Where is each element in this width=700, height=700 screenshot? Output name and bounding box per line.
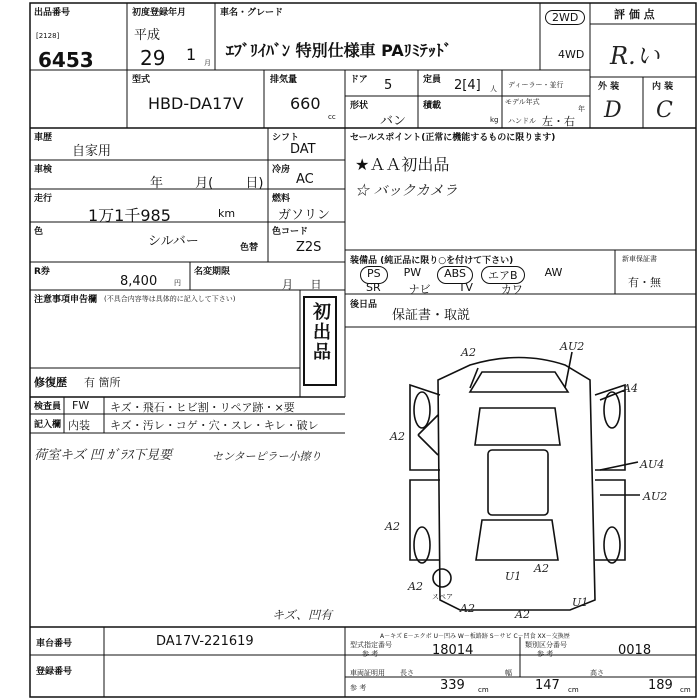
car-name: ｴﾌﾞﾘｲﾊﾞﾝ 特別仕様車 PAﾘﾐﾃｯﾄﾞ <box>226 41 452 60</box>
interior-grade: C <box>656 98 673 123</box>
notes-sub: (不具合内容等は具体的に記入して下さい) <box>104 295 236 303</box>
selling-point-2: ☆ バックカメラ <box>355 183 458 199</box>
fuel-label: 燃料 <box>272 194 291 204</box>
chassis-number: DA17V-221619 <box>156 634 254 649</box>
capacity: 2[4] <box>454 78 481 93</box>
shift: DAT <box>290 142 316 157</box>
hand-note-2: センターピラー小擦り <box>212 450 322 463</box>
damage-mark-5: AU2 <box>643 490 668 503</box>
selling-point-1: ★ＡＡ初出品 <box>355 155 450 174</box>
exterior-grade: D <box>604 98 622 123</box>
repair-label: 修復歴 <box>34 376 67 389</box>
damage-legend: A－キズ E－エクボ U－凹み W－板路跡 S－サビ C－凹食 XX－交換歴 <box>380 633 570 640</box>
ac-label: 冷房 <box>272 165 291 175</box>
equip-aw: AW <box>544 266 563 279</box>
handle-label: ハンドル <box>508 117 536 125</box>
drive-2wd: 2WD <box>545 10 585 25</box>
length: 339 <box>440 678 465 693</box>
damage-mark-8: A2 <box>385 520 400 533</box>
equip-airbag: エアB <box>481 266 525 284</box>
inspector-label-1: 検査員 <box>34 402 62 412</box>
mileage: 1万1千985 <box>88 206 171 225</box>
dealer-label: ディーラー・並行 <box>508 81 564 89</box>
repair: 有 箇所 <box>84 376 121 389</box>
diagram-note: キズ、凹有 <box>272 608 333 622</box>
load-label: 積載 <box>423 101 442 111</box>
interior-items: キズ・汚レ・コゲ・穴・スレ・キレ・破レ <box>110 419 319 432</box>
dims-label: 車両証明用 <box>350 669 385 677</box>
notes-label: 注意事項申告欄 <box>34 295 98 305</box>
equip-pw: PW <box>403 266 422 279</box>
damage-mark-13: A2 <box>534 562 549 575</box>
history-label: 車歴 <box>34 133 53 143</box>
lot-sub: [2128] <box>36 32 60 40</box>
displacement: 660 <box>290 94 321 113</box>
fuel: ガソリン <box>278 208 331 223</box>
type-cert-ref: 参 考 <box>362 650 379 658</box>
docs: 保証書・取説 <box>392 308 471 323</box>
class-ref: 参 考 <box>537 650 554 658</box>
color: シルバー <box>148 234 199 249</box>
title-expiry: 月 日 <box>282 278 322 291</box>
width: 147 <box>535 678 560 693</box>
class-number: 0018 <box>618 643 652 658</box>
docs-label: 後日品 <box>350 300 378 310</box>
drive-4wd: 4WD <box>558 48 585 61</box>
mileage-unit: km <box>218 207 236 220</box>
recycle-label: R券 <box>34 267 50 277</box>
equip-navi: ナビ <box>408 283 431 296</box>
class-label: 類別区分番号 <box>525 641 567 649</box>
disp-unit: cc <box>328 113 336 121</box>
model-year-label: モデル年式 <box>505 98 540 106</box>
damage-mark-12: U1 <box>572 596 589 609</box>
model-year-unit: 年 <box>578 105 585 113</box>
color-label: 色 <box>34 227 44 237</box>
equipment-label: 装備品 (純正品に限り○を付けて下さい) <box>350 256 514 266</box>
hand-note-1: 荷室キズ 凹 ｶﾞﾗｽ下見要 <box>34 448 173 463</box>
damage-mark-4: AU4 <box>640 458 665 471</box>
reg-year: 29 <box>140 46 166 70</box>
fw-items: キズ・飛石・ヒビ割・リペア跡・×要 <box>110 401 295 414</box>
door-label: ドア <box>350 75 368 85</box>
length-label: 長さ <box>400 669 414 677</box>
type-cert-number: 18014 <box>432 643 474 658</box>
capacity-label: 定員 <box>423 75 442 85</box>
spare-label: スペア <box>432 593 453 601</box>
model: HBD-DA17V <box>148 94 244 113</box>
title-expiry-label: 名変期限 <box>194 267 231 277</box>
disp-label: 排気量 <box>270 75 298 85</box>
first-listing-stamp: 初出品 <box>303 296 337 386</box>
damage-mark-6: A2 <box>390 430 405 443</box>
dims-ref: 参 考 <box>350 684 367 692</box>
name-label: 車名・グレード <box>220 8 284 18</box>
capacity-unit: 人 <box>490 85 497 93</box>
score-value: R.い <box>610 42 660 70</box>
interior-insp-label: 内装 <box>68 419 90 432</box>
equip-leather: カワ <box>500 283 523 296</box>
first-reg-label: 初度登録年月 <box>132 8 187 18</box>
reg-month: 1 <box>186 45 197 64</box>
damage-mark-9: A2 <box>408 580 423 593</box>
month-unit: 月 <box>204 59 211 67</box>
length-unit: cm <box>478 686 489 694</box>
equip-ps: PS <box>360 266 388 284</box>
height-label: 高さ <box>590 669 604 677</box>
lot-number: 6453 <box>38 48 94 72</box>
type-cert-label: 型式指定番号 <box>350 641 392 649</box>
doors: 5 <box>384 78 393 93</box>
inspector-label-2: 記入欄 <box>34 420 62 430</box>
mileage-label: 走行 <box>34 194 53 204</box>
lot-label: 出品番号 <box>34 8 71 18</box>
equip-sr: SR <box>366 281 381 294</box>
height: 189 <box>648 678 673 693</box>
width-unit: cm <box>568 686 579 694</box>
recycle-unit: 円 <box>174 279 181 287</box>
damage-mark-3: A4 <box>623 382 638 395</box>
score-label: 評 価 点 <box>614 8 655 21</box>
warranty: 有・無 <box>628 276 661 289</box>
history: 自家用 <box>72 144 112 159</box>
body-type: バン <box>380 114 407 129</box>
inspection-label: 車検 <box>34 165 53 175</box>
damage-mark-2: AU2 <box>560 340 585 353</box>
shift-label: シフト <box>272 133 300 143</box>
handle: 左・右 <box>542 115 575 128</box>
equip-abs: ABS <box>437 266 473 284</box>
interior-label: 内 装 <box>652 82 674 92</box>
chassis-label: 車台番号 <box>36 639 73 649</box>
reg-number-label: 登録番号 <box>36 667 73 677</box>
inspection: 年 月( 日) <box>150 176 264 191</box>
exterior-label: 外 装 <box>598 82 620 92</box>
damage-mark-11: A2 <box>515 608 530 621</box>
color-change-label: 色替 <box>240 243 259 253</box>
damage-mark-10: A2 <box>460 602 475 615</box>
era: 平成 <box>134 28 161 43</box>
selling-label: セールスポイント(正常に機能するものに限ります) <box>350 133 556 143</box>
color-code-label: 色コード <box>272 227 309 237</box>
width-label: 幅 <box>505 669 512 677</box>
body-label: 形状 <box>350 101 369 111</box>
load-unit: kg <box>490 116 499 124</box>
warranty-label: 新車保証書 <box>622 255 657 263</box>
ac: AC <box>296 172 314 187</box>
height-unit: cm <box>680 686 691 694</box>
damage-mark-7: U1 <box>505 570 522 583</box>
recycle: 8,400 <box>120 274 158 289</box>
model-label: 型式 <box>132 75 151 85</box>
equip-tv: TV <box>458 281 473 294</box>
color-code: Z2S <box>296 240 322 255</box>
fw-label: FW <box>72 399 90 412</box>
damage-mark-1: A2 <box>461 346 476 359</box>
